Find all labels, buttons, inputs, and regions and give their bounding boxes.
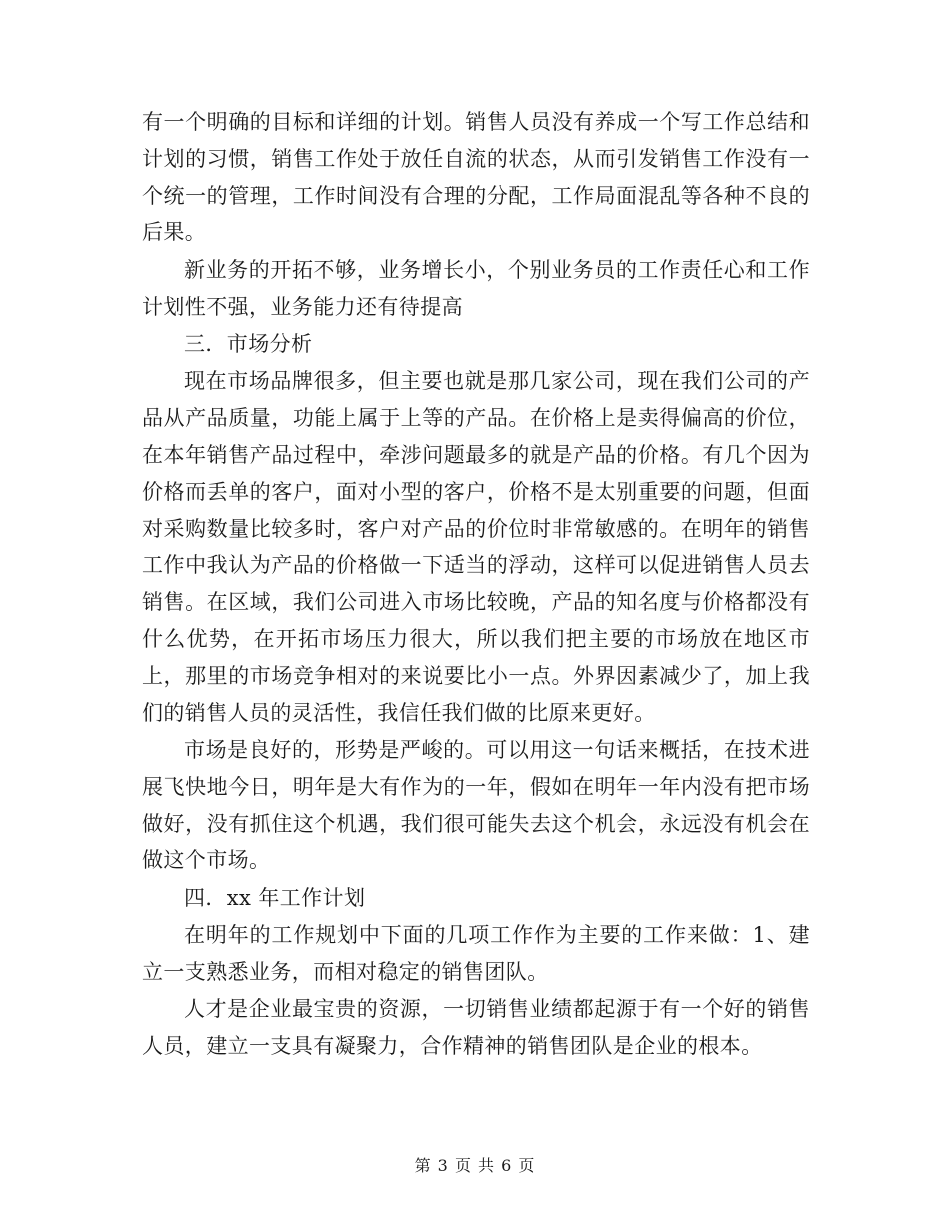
paragraph-7: 在明年的工作规划中下面的几项工作作为主要的工作来做：1、建立一支熟悉业务，而相对稳定的销售团队。: [142, 923, 810, 984]
section-heading-market-analysis: 三．市场分析: [184, 331, 313, 356]
page-footer: 第 3 页 共 6 页: [414, 1156, 536, 1175]
paragraph-5: 市场是良好的，形势是严峻的。可以用这一句话来概括，在技术进展飞快地今日，明年是大有作为的一年，假如在明年一年内没有把市场做好，没有抓住这个机遇，我们很可能失去这个机会，永远没有机会在做这个市场。: [142, 737, 810, 873]
document-body: [142, 104, 810, 1065]
paragraph-4: 现在市场品牌很多，但主要也就是那几家公司，现在我们公司的产品从产品质量，功能上属于上等的产品。在价格上是卖得偏高的价位，在本年销售产品过程中，牵涉问题最多的就是产品的价格。有几个因为价格而丢单的客户，面对小型的客户，价格不是太别重要的问题，但面对采购数量比较多时，客户对产品的价位时非常敏感的。在明年的销售工作中我认为产品的价格做一下适当的浮动，这样可以促进销售人员去销售。在区域，我们公司进入市场比较晚，产品的知名度与价格都没有什么优势，在开拓市场压力很大，所以我们把主要的市场放在地区市上，那里的市场竞争相对的来说要比小一点。外界因素减少了，加上我们的销售人员的灵活性，我信任我们做的比原来更好。: [142, 369, 810, 725]
paragraph-8: 人才是企业最宝贵的资源，一切销售业绩都起源于有一个好的销售人员，建立一支具有凝聚力，合作精神的销售团队是企业的根本。: [142, 997, 810, 1059]
section-heading-work-plan: 四．xx 年工作计划: [184, 885, 366, 910]
paragraph-1: 有一个明确的目标和详细的计划。销售人员没有养成一个写工作总结和计划的习惯，销售工作处于放任自流的状态，从而引发销售工作没有一个统一的管理，工作时间没有合理的分配，工作局面混乱等各种不良的后果。: [142, 110, 810, 245]
paragraph-2: 新业务的开拓不够，业务增长小，个别业务员的工作责任心和工作计划性不强，业务能力还有待提高: [142, 257, 810, 319]
